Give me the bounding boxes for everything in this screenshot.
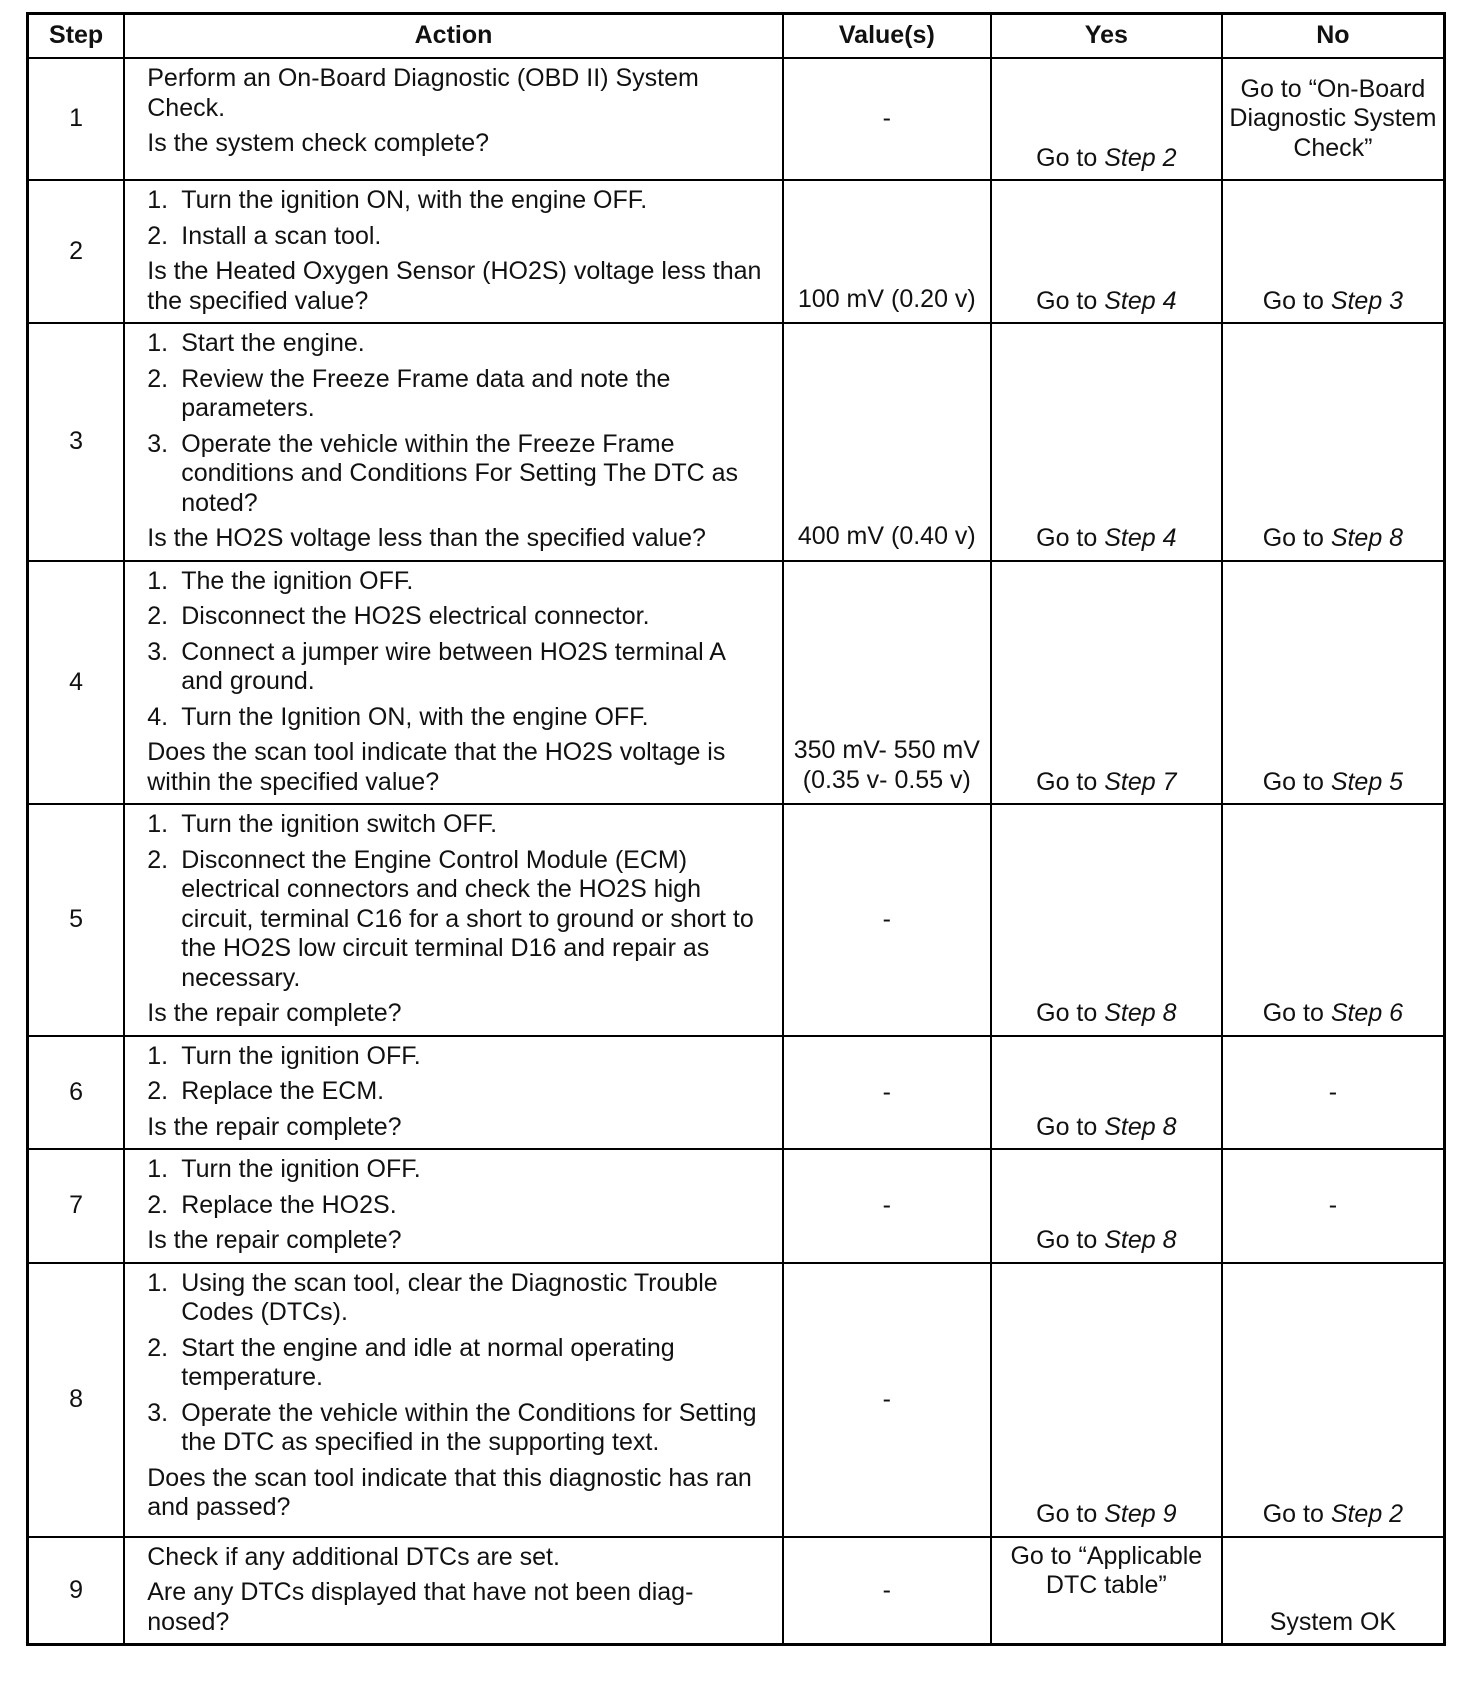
action-cell	[124, 180, 783, 323]
step-reference: Step 6	[1330, 999, 1404, 1027]
action-step-text: Disconnect the Engine Control Module (ECM) electrical connectors and check the HO2S high circuit, terminal C16 for a short to ground or short to the HO2S low circuit terminal D16 and repair as necessary.	[181, 845, 754, 992]
action-step-number: 1.	[147, 1268, 169, 1297]
no-cell	[1222, 180, 1445, 323]
table-row	[28, 58, 1445, 180]
action-step	[147, 365, 770, 424]
action-step-number: 2.	[147, 1190, 169, 1219]
yes-cell	[991, 180, 1222, 323]
action-step-text: Turn the ignition ON, with the engine OFF.	[181, 186, 648, 214]
header-step: Step	[28, 14, 125, 59]
step-number: 9	[28, 1537, 125, 1645]
goto-prefix: Go to	[1036, 1226, 1098, 1254]
action-text: Is the HO2S voltage less than the specified value?	[147, 524, 706, 552]
table-body	[28, 58, 1445, 1645]
value-cell: -	[783, 1036, 991, 1150]
outcome-text: -	[1328, 1191, 1338, 1219]
action-step-number: 1.	[147, 1041, 169, 1070]
yes-cell	[991, 58, 1222, 180]
yes-cell	[991, 1263, 1222, 1537]
value-cell: 400 mV (0.40 v)	[783, 323, 991, 561]
action-step-number: 2.	[147, 602, 169, 630]
action-text: Is the system check complete?	[147, 129, 490, 157]
action-text: Is the Heated Oxygen Sensor (HO2S) voltage less than the specified value?	[147, 257, 762, 315]
action-step-text: Operate the vehicle within the Conditions for Setting the DTC as specified in the supporting text.	[181, 1398, 757, 1456]
action-step-number: 1.	[147, 186, 169, 214]
action-step	[147, 846, 770, 994]
value-cell: 350 mV- 550 mV (0.35 v- 0.55 v)	[783, 561, 991, 805]
no-cell	[1222, 1036, 1445, 1150]
action-step	[147, 1077, 770, 1107]
action-step	[147, 222, 770, 252]
table-row	[28, 323, 1445, 561]
diagnostic-table	[26, 12, 1446, 1646]
goto-prefix: Go to	[1036, 767, 1098, 796]
action-step-number: 4.	[147, 702, 169, 731]
action-step-text: Turn the ignition OFF.	[181, 1041, 421, 1070]
action-step	[147, 430, 770, 519]
action-step-number: 1.	[147, 566, 169, 595]
step-reference: Step 8	[1104, 1226, 1177, 1254]
action-step	[147, 1334, 770, 1393]
step-number: 2	[28, 180, 125, 323]
action-cell	[124, 561, 783, 805]
action-step-number: 1.	[147, 810, 169, 838]
action-step	[147, 329, 770, 359]
action-cell	[124, 1036, 783, 1150]
step-reference: Step 8	[1104, 1112, 1177, 1141]
action-step-text: The the ignition OFF.	[181, 566, 414, 595]
step-number: 4	[28, 561, 125, 805]
table-row	[28, 180, 1445, 323]
action-step-text: Connect a jumper wire between HO2S terminal A and ground.	[181, 637, 725, 695]
goto-prefix: Go to	[1036, 1112, 1098, 1141]
action-step-text: Turn the Ignition ON, with the engine OFF.	[181, 702, 649, 731]
value-cell: -	[783, 1263, 991, 1537]
header-yes: Yes	[991, 14, 1222, 59]
outcome-text: -	[1328, 1077, 1338, 1106]
action-text: Are any DTCs displayed that have not been diag-nosed?	[147, 1578, 694, 1636]
goto-prefix: Go to	[1036, 286, 1098, 315]
yes-cell	[991, 804, 1222, 1036]
action-step	[147, 1155, 770, 1185]
step-number: 7	[28, 1149, 125, 1263]
action-step-number: 1.	[147, 329, 169, 357]
action-step-number: 2.	[147, 1077, 169, 1105]
action-step-number: 2.	[147, 1333, 169, 1362]
action-step-text: Disconnect the HO2S electrical connector.	[181, 602, 650, 630]
action-step-text: Review the Freeze Frame data and note the parameters.	[181, 364, 671, 422]
no-cell	[1222, 1149, 1445, 1263]
action-step-number: 2.	[147, 221, 169, 250]
action-step	[147, 186, 770, 216]
step-reference: Step 8	[1104, 999, 1177, 1027]
no-cell	[1222, 1537, 1445, 1645]
action-text: Perform an On-Board Diagnostic (OBD II) System Check.	[147, 64, 699, 122]
action-step-number: 2.	[147, 364, 169, 393]
header-no: No	[1222, 14, 1445, 59]
goto-prefix: Go to	[1036, 524, 1098, 552]
step-reference: Step 2	[1104, 143, 1177, 172]
action-step-text: Start the engine and idle at normal operating temperature.	[181, 1333, 675, 1391]
no-cell	[1222, 58, 1445, 180]
action-step	[147, 567, 770, 597]
action-step	[147, 1399, 770, 1458]
table-row	[28, 804, 1445, 1036]
goto-prefix: Go to	[1262, 1500, 1324, 1528]
step-reference: Step 4	[1104, 524, 1177, 552]
yes-cell	[991, 1149, 1222, 1263]
no-cell	[1222, 561, 1445, 805]
value-cell: -	[783, 1537, 991, 1645]
value-cell: -	[783, 804, 991, 1036]
action-text: Is the repair complete?	[147, 1226, 402, 1254]
action-text: Is the repair complete?	[147, 999, 402, 1027]
action-cell	[124, 1149, 783, 1263]
table-row	[28, 1149, 1445, 1263]
table-row	[28, 1036, 1445, 1150]
step-reference: Step 8	[1330, 524, 1404, 552]
value-cell: 100 mV (0.20 v)	[783, 180, 991, 323]
action-cell	[124, 323, 783, 561]
action-step-number: 3.	[147, 429, 169, 458]
value-cell: -	[783, 1149, 991, 1263]
action-step-number: 2.	[147, 845, 169, 874]
action-cell	[124, 1537, 783, 1645]
action-cell	[124, 1263, 783, 1537]
action-step	[147, 1269, 770, 1328]
action-step	[147, 1042, 770, 1072]
no-cell	[1222, 804, 1445, 1036]
action-step-text: Install a scan tool.	[181, 221, 382, 250]
yes-cell	[991, 1537, 1222, 1645]
no-cell	[1222, 1263, 1445, 1537]
goto-prefix: Go to	[1036, 143, 1098, 172]
action-step-number: 1.	[147, 1155, 169, 1183]
action-step	[147, 602, 770, 632]
header-row	[28, 14, 1445, 59]
goto-prefix: Go to	[1036, 999, 1098, 1027]
goto-prefix: Go to	[1262, 767, 1324, 796]
action-step	[147, 810, 770, 840]
action-step-text: Using the scan tool, clear the Diagnostic Trouble Codes (DTCs).	[181, 1268, 718, 1326]
yes-cell	[991, 323, 1222, 561]
header-values: Value(s)	[783, 14, 991, 59]
table-row	[28, 561, 1445, 805]
action-text: Is the repair complete?	[147, 1112, 402, 1141]
yes-cell	[991, 1036, 1222, 1150]
action-step-text: Turn the ignition OFF.	[181, 1155, 421, 1183]
step-reference: Step 4	[1104, 286, 1177, 315]
outcome-text: Go to “Applicable DTC table”	[1010, 1541, 1203, 1599]
step-number: 8	[28, 1263, 125, 1537]
action-cell	[124, 804, 783, 1036]
step-number: 3	[28, 323, 125, 561]
step-reference: Step 5	[1330, 767, 1404, 796]
goto-prefix: Go to	[1262, 999, 1324, 1027]
step-number: 5	[28, 804, 125, 1036]
step-reference: Step 3	[1330, 286, 1404, 315]
action-cell	[124, 58, 783, 180]
action-text: Does the scan tool indicate that the HO2S voltage is within the specified value?	[147, 738, 726, 796]
goto-prefix: Go to	[1262, 524, 1324, 552]
action-step-number: 3.	[147, 1398, 169, 1427]
yes-cell	[991, 561, 1222, 805]
action-step-text: Start the engine.	[181, 329, 365, 357]
action-step-number: 3.	[147, 637, 169, 666]
step-reference: Step 9	[1104, 1500, 1177, 1528]
action-text: Does the scan tool indicate that this diagnostic has ran and passed?	[147, 1463, 752, 1521]
header-action: Action	[124, 14, 783, 59]
action-step	[147, 638, 770, 697]
action-step	[147, 703, 770, 733]
goto-prefix: Go to	[1036, 1500, 1098, 1528]
no-cell	[1222, 323, 1445, 561]
action-step-text: Turn the ignition switch OFF.	[181, 810, 498, 838]
step-number: 1	[28, 58, 125, 180]
step-number: 6	[28, 1036, 125, 1150]
action-text: Check if any additional DTCs are set.	[147, 1542, 560, 1571]
action-step-text: Operate the vehicle within the Freeze Frame conditions and Conditions For Setting The DTC as noted?	[181, 429, 739, 517]
table-row	[28, 1537, 1445, 1645]
step-reference: Step 7	[1104, 767, 1177, 796]
goto-prefix: Go to	[1262, 286, 1324, 315]
action-step-text: Replace the ECM.	[181, 1077, 385, 1105]
action-step	[147, 1191, 770, 1221]
outcome-text: Go to “On-Board Diagnostic System Check”	[1229, 74, 1437, 162]
action-step-text: Replace the HO2S.	[181, 1190, 397, 1219]
value-cell: -	[783, 58, 991, 180]
table-row	[28, 1263, 1445, 1537]
outcome-text: System OK	[1269, 1607, 1397, 1636]
step-reference: Step 2	[1330, 1500, 1404, 1528]
